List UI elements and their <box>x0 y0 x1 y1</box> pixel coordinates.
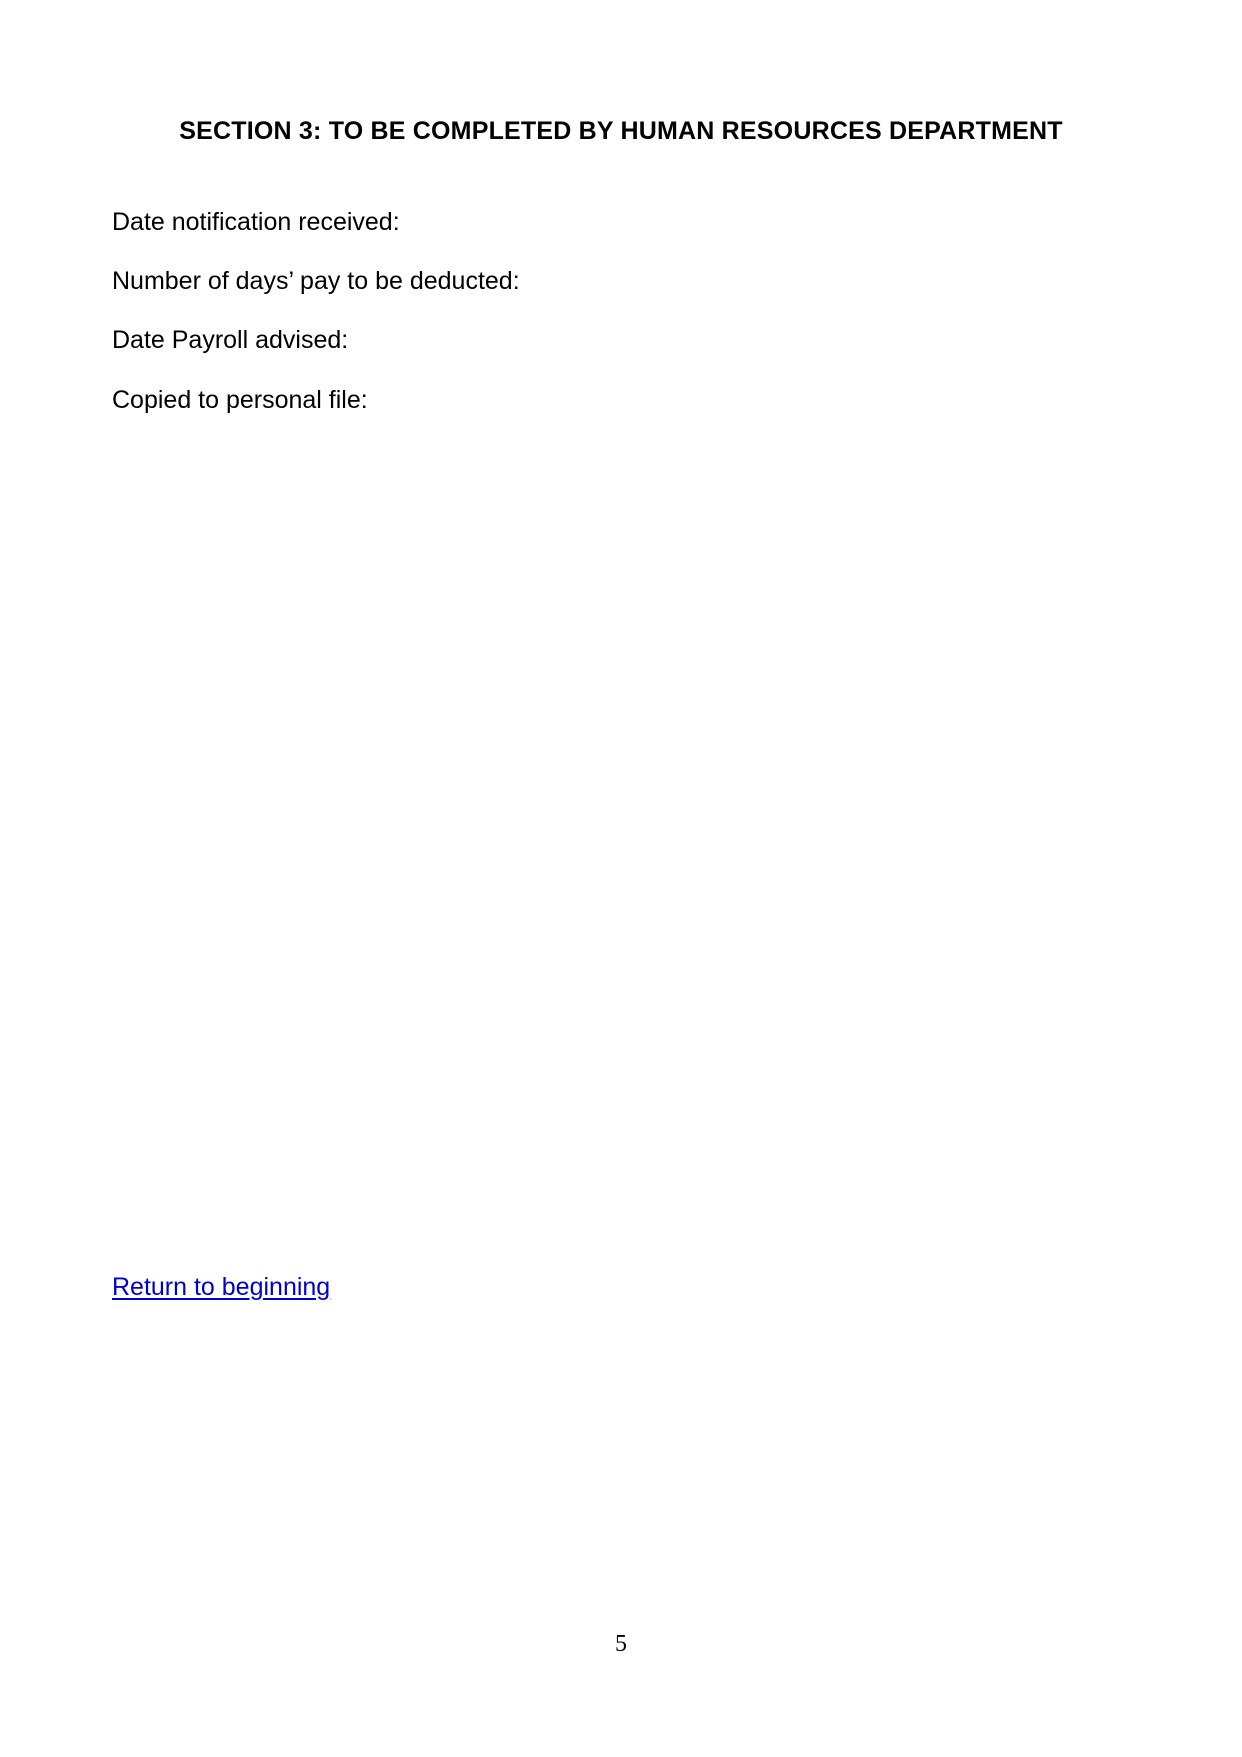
page-number: 5 <box>615 1631 627 1657</box>
field-label-days-pay-deducted: Number of days’ pay to be deducted: <box>112 267 520 295</box>
field-label-date-notification-received: Date notification received: <box>112 208 400 236</box>
field-label-copied-to-personal-file: Copied to personal file: <box>112 386 368 414</box>
field-label-date-payroll-advised: Date Payroll advised: <box>112 326 349 354</box>
return-to-beginning-link[interactable]: Return to beginning <box>112 1273 331 1301</box>
section-heading: SECTION 3: TO BE COMPLETED BY HUMAN RESOURCES DEPARTMENT <box>179 117 1063 145</box>
